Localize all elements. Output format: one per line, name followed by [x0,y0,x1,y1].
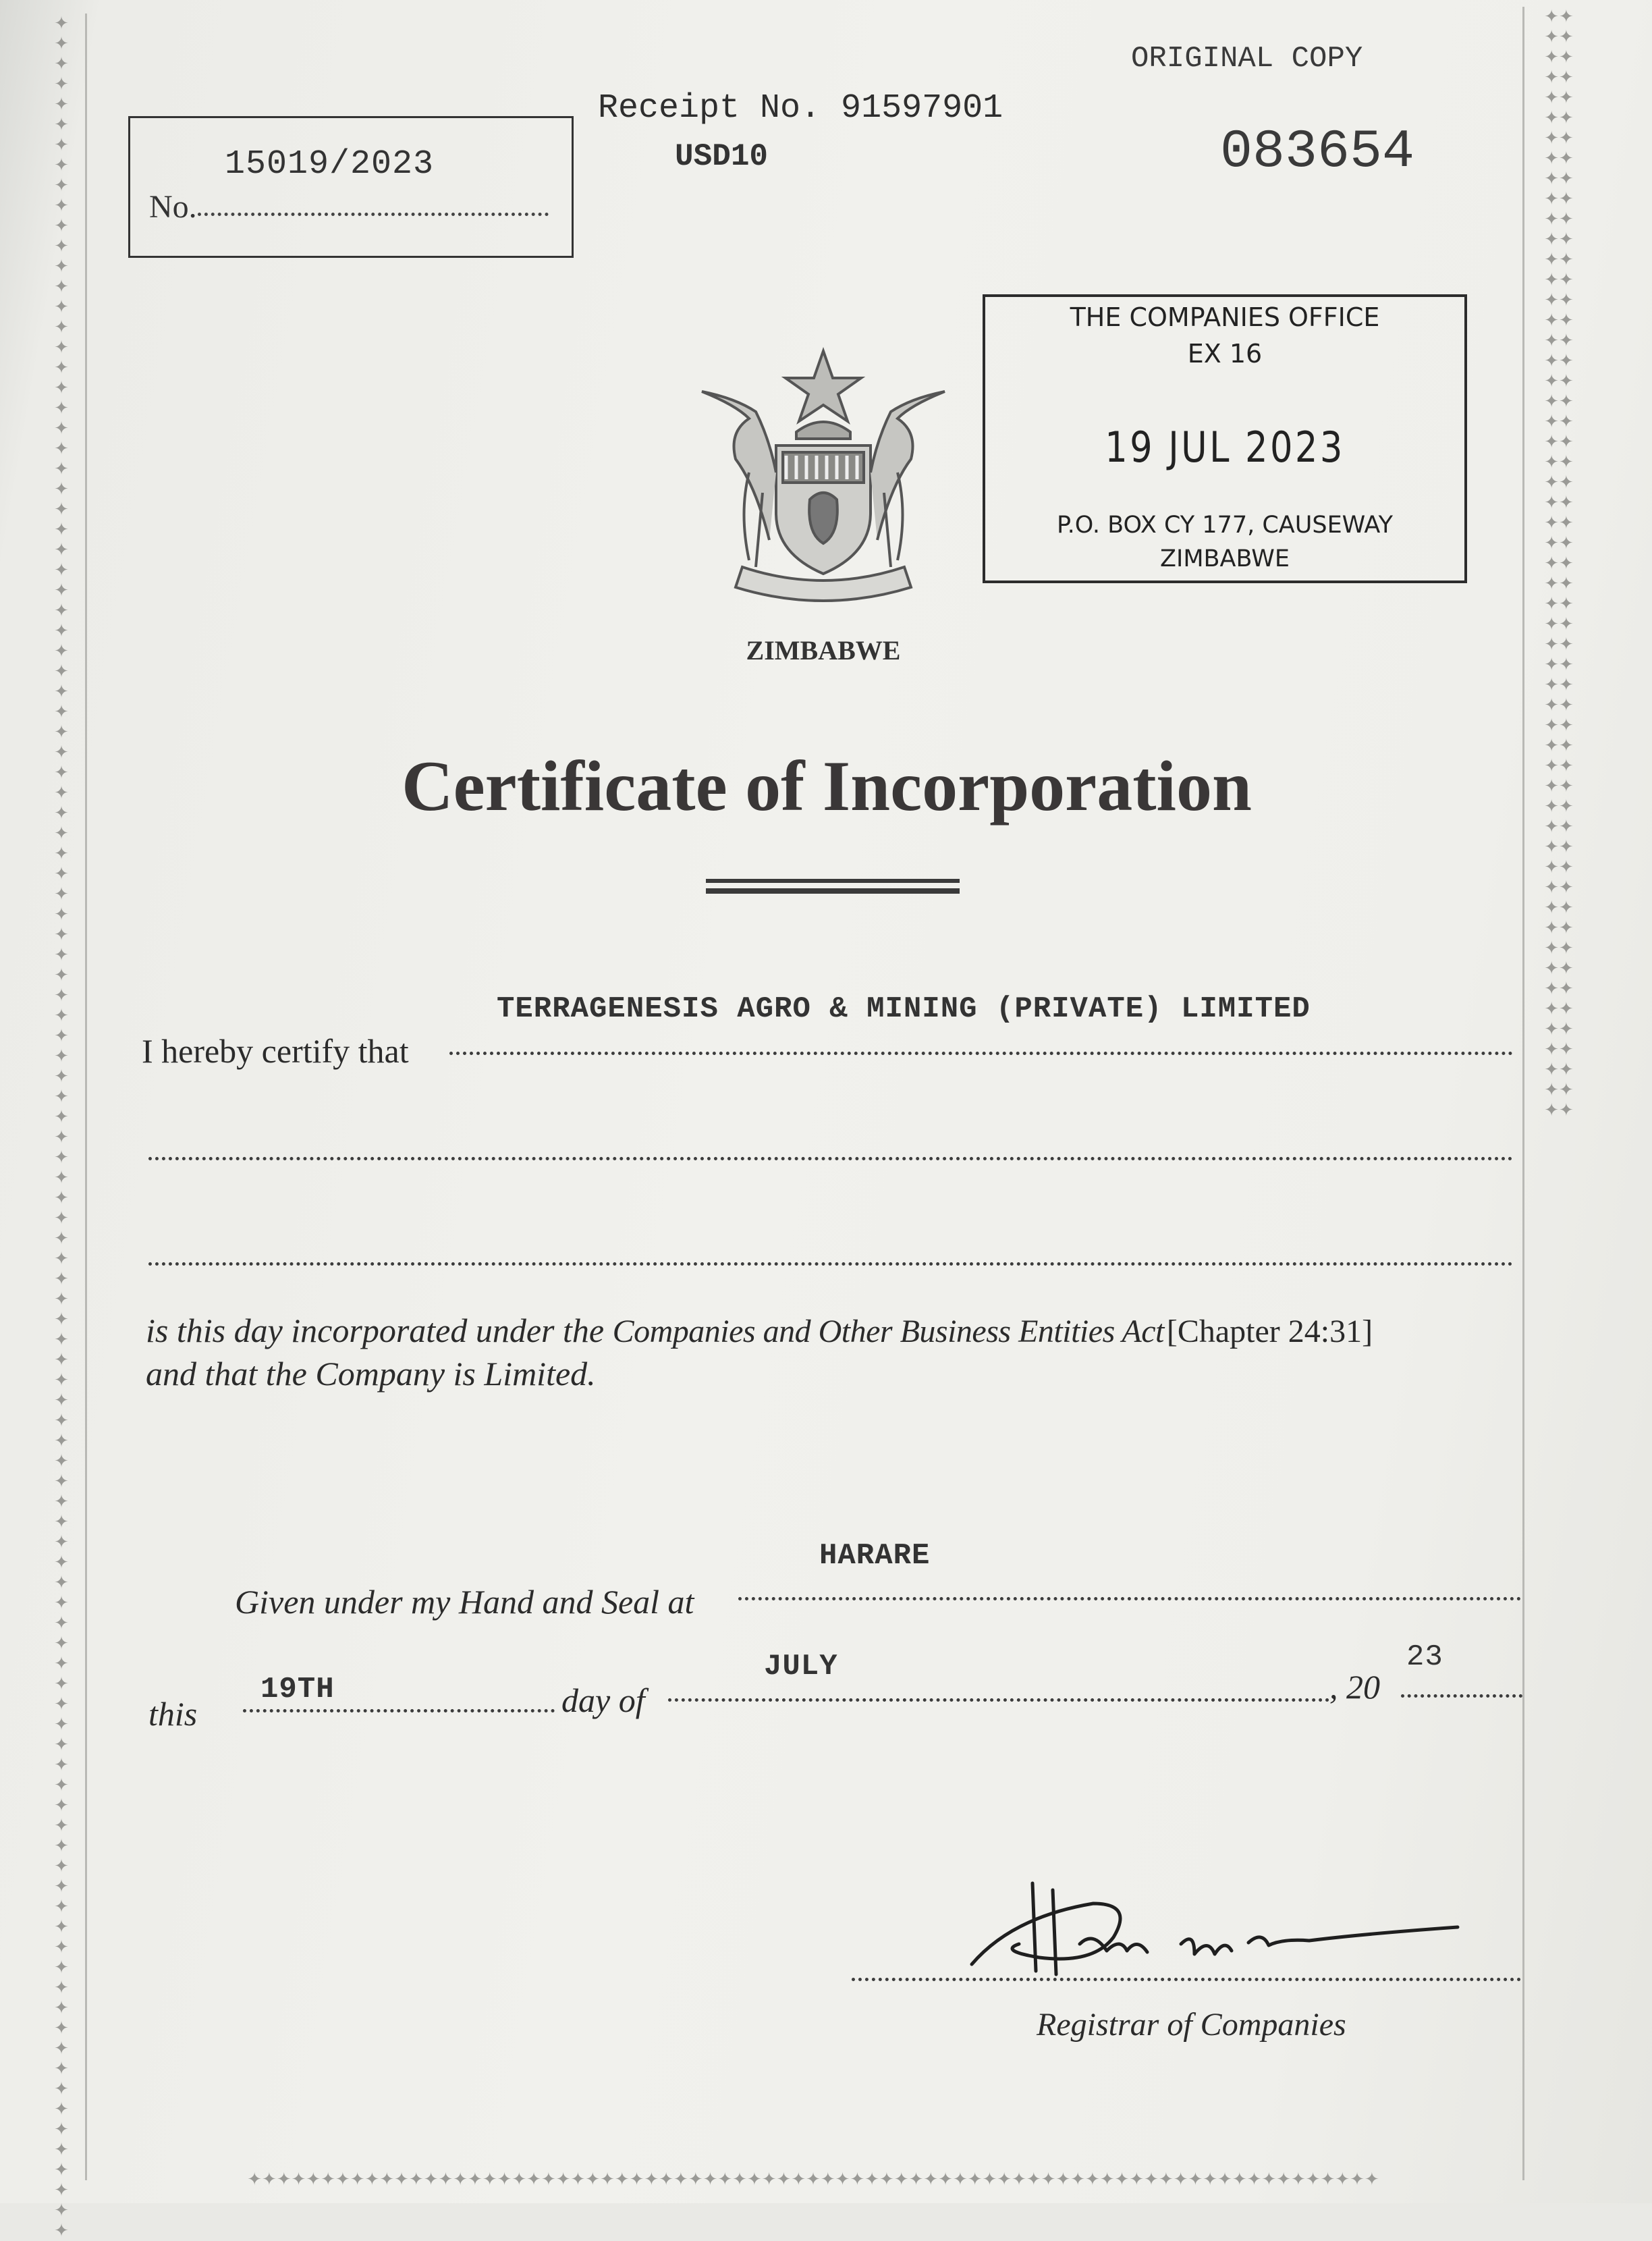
registration-number: 15019/2023 [225,145,435,184]
number-dotted-line [198,213,549,216]
incorporation-statement-line2: and that the Company is Limited. [146,1355,596,1393]
registrar-title: Registrar of Companies [1037,2007,1346,2043]
given-month: JULY [764,1650,838,1683]
right-ornament-border: ✦✦✦✦✦✦✦✦✦✦✦✦✦✦✦✦✦✦✦✦✦✦✦✦✦✦✦✦✦✦✦✦✦✦✦✦✦✦✦✦✦✦✦✦✦✦✦✦✦✦✦✦✦✦✦✦✦✦✦✦✦✦✦✦✦✦✦✦✦✦✦✦✦✦✦✦✦✦✦✦✦✦✦✦✦✦✦✦✦✦✦✦✦✦✦✦✦✦✦✦✦✦✦✦✦✦✦✦✦✦ [1544,7,1574,1120]
signature-dotted-line [852,1978,1521,1981]
year-dotted-line [1401,1694,1522,1698]
country-name: ZIMBABWE [746,635,901,666]
given-year: 23 [1406,1640,1443,1674]
registration-number-box [128,116,574,258]
company-name: TERRAGENESIS AGRO & MINING (PRIVATE) LIMITED [497,992,1311,1026]
page-title: Certificate of Incorporation [402,747,1252,826]
bottom-ornament-border: ✦✦✦✦✦✦✦✦✦✦✦✦✦✦✦✦✦✦✦✦✦✦✦✦✦✦✦✦✦✦✦✦✦✦✦✦✦✦✦✦✦✦✦✦✦✦✦✦✦✦✦✦✦✦✦✦✦✦✦✦✦✦✦✦✦✦✦✦✦✦✦✦✦✦✦✦✦ [247,2169,1379,2190]
year-prefix: , 20 [1329,1668,1380,1706]
number-label: No. [149,189,197,225]
serial-number: 083654 [1220,122,1415,183]
title-underline-bottom [706,888,960,894]
company-dotted-line-2 [148,1157,1513,1160]
zimbabwe-coat-of-arms-icon [675,338,972,608]
given-place: HARARE [819,1539,931,1573]
certify-dotted-line [449,1052,1513,1055]
month-dotted-line [668,1698,1329,1702]
place-dotted-line [738,1597,1521,1600]
original-copy-label: ORIGINAL COPY [1131,42,1363,76]
fee-amount: USD10 [675,139,769,174]
stamp-address: P.O. BOX CY 177, CAUSEWAY [1057,512,1393,539]
given-prefix: Given under my Hand and Seal at [235,1583,694,1621]
receipt-number: Receipt No. 91597901 [598,89,1003,128]
title-underline-top [706,879,960,883]
company-dotted-line-3 [148,1262,1513,1266]
right-inner-rule [1522,7,1524,2180]
stamp-country: ZIMBABWE [1160,545,1290,572]
chapter-reference: [Chapter 24:31] [1166,1314,1373,1349]
incorporation-statement-line1 [146,1311,1373,1350]
incorporation-text: is this day incorporated under the [146,1312,613,1349]
registrar-signature-icon [958,1863,1485,1985]
left-inner-rule [85,14,87,2180]
day-of-label: day of [561,1681,645,1719]
given-day: 19TH [260,1673,335,1706]
act-name: Companies and Other Business Entities Act [612,1314,1164,1349]
certify-prefix: I hereby certify that [142,1032,409,1070]
day-dotted-line [243,1709,555,1712]
stamp-date: 19 JUL 2023 [1105,423,1345,472]
stamp-office-name: THE COMPANIES OFFICE [1070,302,1380,332]
companies-office-stamp [983,294,1467,583]
this-label: this [148,1695,198,1733]
stamp-ex-code: EX 16 [1187,339,1263,369]
left-ornament-border: ✦✦✦✦✦✦✦✦✦✦✦✦✦✦✦✦✦✦✦✦✦✦✦✦✦✦✦✦✦✦✦✦✦✦✦✦✦✦✦✦✦✦✦✦✦✦✦✦✦✦✦✦✦✦✦✦✦✦✦✦✦✦✦✦✦✦✦✦✦✦✦✦✦✦✦✦✦✦✦✦✦✦✦✦✦✦✦✦✦✦✦✦✦✦✦✦✦✦✦✦✦✦✦✦✦✦✦✦✦✦ [54,14,69,2241]
